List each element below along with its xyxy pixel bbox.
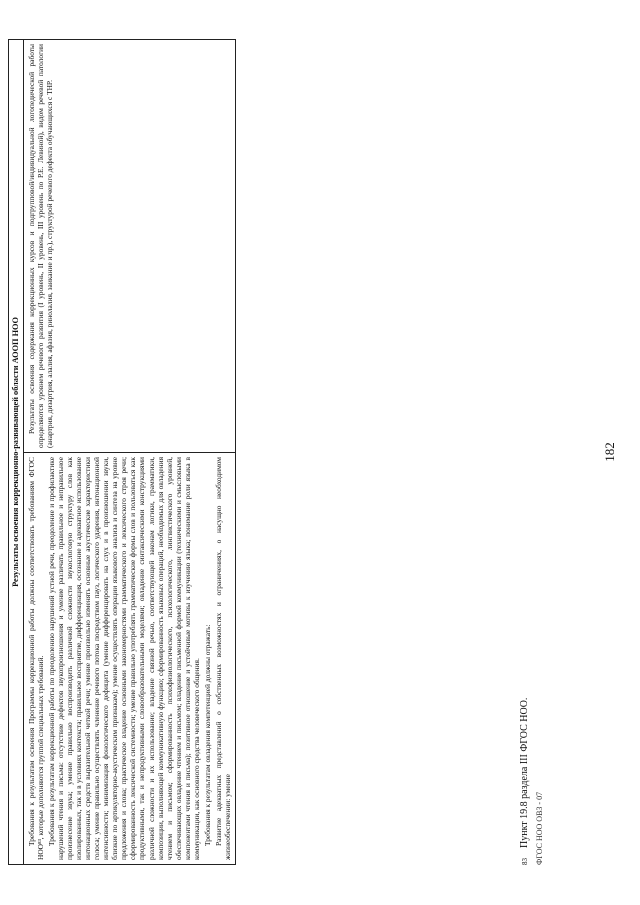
table-header-row [9, 39, 24, 864]
rotated-landscape-block [8, 40, 628, 865]
paragraph: Требования к результатам освоения Программы коррекционной работы должны соответствовать требованиям ФГОС НОО⁸³, которые дополняются группой специальных требований. [27, 457, 46, 860]
paragraph: Результаты освоения содержания коррекционных курсов и подгрупповой/индивидуальной логопедической работы определяются уровнем речевого развития (I уровень, II уровень, III уровень по Р.Е. Левиной), видом речевой патологии (анартрия, дизартрия, алалия, афазия, ринолалия, заикание и пр.), структурой речевого дефекта обучающихся с ТНР. [27, 43, 55, 448]
requirements-cell [24, 453, 236, 865]
results-table [8, 39, 236, 865]
rotated-page-content [8, 40, 628, 865]
footnote-text: Пункт 19.8 раздела III ФГОС НОО. [519, 697, 530, 848]
footnote-mark: 83 [521, 858, 529, 865]
table-row [24, 39, 236, 864]
results-cell [24, 39, 236, 452]
footnote [518, 40, 532, 865]
page-number: 182 [602, 442, 617, 462]
table-header: Результаты освоения коррекционно-развивающей области АООП НОО [9, 39, 24, 864]
paragraph: Развитие адекватных представлений о собственных возможностях и ограничениях, о насущно необходимом жизнеобеспечении: умение [213, 457, 232, 860]
paragraph: Требования к результатам коррекционной работы по преодолению нарушений устной речи, преодоление и профилактике нарушений чтения и письма: отсутствие дефектов звукопроизношения и умение различать правильное и неправильное произнесение звука; умение правильно воспроизводить различной сложности звукослоговую структуру слов как изолированных, так и в условиях контекста; правильное восприятие, дифференциация, осознание и адекватное использование интонационных средств выразительной четкой речи; умение произвольно изменять основные акустические характеристики голоса; умение правильно осуществлять членение речевого потока посредством пауз, логического ударения, интонационной интенсивности; минимизация фонологического дефицита (умение дифференцировать на слух и в произношении звуки, близкие по артикуляторно-акустическим признакам); умение осуществлять операции языкового анализа и синтеза на уровне предложения и слова; практическое владение основными закономерностями грамматического и лексического строя речи; сформированность лексической системности; умение правильно употреблять грамматические формы слов и пользоваться как продуктивными, так и непродуктивными словообразовательными моделями; овладение синтаксическими конструкциями различной сложности и их использование; владение связной речью, соответствующей законам логики, грамматики, композиции, выполняющей коммуникативную функцию; сформированность языковых операций, необходимых для овладения чтением и письмом; сформированность психофизиологического, психологического, лингвистического уровней, обеспечивающих овладение чтением и письмом; владение письменной формой коммуникации (техническими и смысловыми компонентами чтения и письма); позитивное отношение и устойчивые мотивы к изучению языка; понимание роли языка в коммуникации, как основного средства человеческого общения. [47, 457, 201, 860]
paragraph: Требования к результатам овладения компетенцией должны отражать: [202, 624, 212, 846]
document-code: ФГОС НОО ОВЗ - 07 [534, 791, 544, 865]
page-footer [518, 40, 545, 865]
